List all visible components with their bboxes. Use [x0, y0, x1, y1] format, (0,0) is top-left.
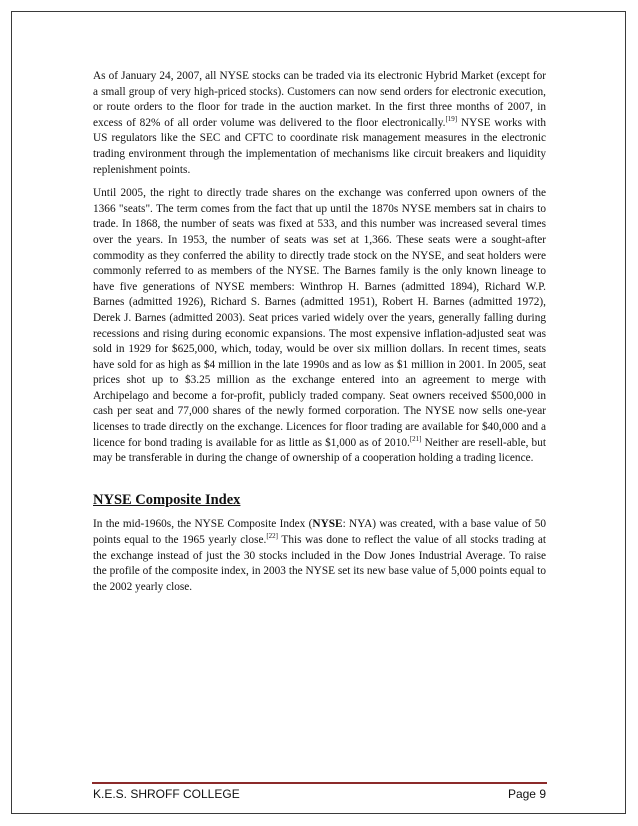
footer-page-number: Page 9 — [507, 787, 546, 801]
paragraph-seats: Until 2005, the right to directly trade shares on the exchange was conferred upon owners of the 1366 "seats". The term comes from the fact that up until the 1870s NYSE members sat in chairs to trade. In 1868, the number of seats was fixed at 533, and this number was increased several times over the years. In 1953, the number of seats was set at 1,366. These seats were a sought-after commodity as they conferred the ability to directly trade stock on the NYSE, and seat holders were commonly referred to as members of the NYSE. The Barnes family is the only known lineage to have five generations of NYSE members: Winthrop H. Barnes (admitted 1894), Richard W.P. Barnes (admitted 1926), Richard S. Barnes (admitted 1951), Robert H. Barnes (admitted 1972), Derek J. Barnes (admitted 2003). Seat prices varied widely over the years, generally falling during recessions and rising during economic expansions. The most expensive inflation-adjusted seat was sold in 1929 for $625,000, which, today, would be over six million dollars. In recent times, seats have sold for as high as $4 million in the late 1990s and as low as $1 million in 2001. In 2005, seat prices shot up to $3.25 million as the exchange entered into an agreement to merge with Archipelago and become a for-profit, publicly traded company. Seat owners received $500,000 in cash per seat and 77,000 shares of the newly formed corporation. The NYSE now sells one-year licenses to trade directly on the exchange. Licences for floor trading are available for $40,000 and a licence for bond trading is available for as little as $1,000 as of 2010.[21] Neither are resell-able, but may be transferable in during the change of ownership of a cooperation holding a trading licence. — [93, 187, 546, 465]
section-heading-composite-index: NYSE Composite Index — [93, 491, 241, 508]
citation-19[interactable]: [19] — [445, 115, 458, 124]
citation-22[interactable]: [22] — [266, 532, 278, 541]
ticker-nyse: NYSE — [312, 518, 343, 531]
footer-rule — [92, 782, 547, 784]
citation-21[interactable]: [21] — [409, 434, 422, 443]
footer-college-name: K.E.S. SHROFF COLLEGE — [93, 787, 240, 801]
page-footer — [93, 787, 546, 805]
document-body — [93, 69, 546, 603]
paragraph-hybrid-market: As of January 24, 2007, all NYSE stocks can be traded via its electronic Hybrid Market (except for a small group of very high-priced stocks). Customers can now send orders for electronic execution, or route orders to the floor for trade in the auction market. In the first three months of 2007, in excess of 82% of all order volume was delivered to the floor electronically.[19] NYSE works with US regulators like the SEC and CFTC to coordinate risk management measures in the electronic trading environment through the implementation of mechanisms like circuit breakers and liquidity replenishment points. — [93, 70, 547, 176]
paragraph-composite-index: In the mid-1960s, the NYSE Composite Index (NYSE: NYA) was created, with a base value of 50 points equal to the 1965 yearly close.[22] This was done to reflect the value of all stocks trading at the exchange instead of just the 30 stocks included in the Dow Jones Industrial Average. To raise the profile of the composite index, in 2003 the NYSE set its new base value of 5,000 points equal to the 2002 yearly close. — [93, 518, 546, 593]
